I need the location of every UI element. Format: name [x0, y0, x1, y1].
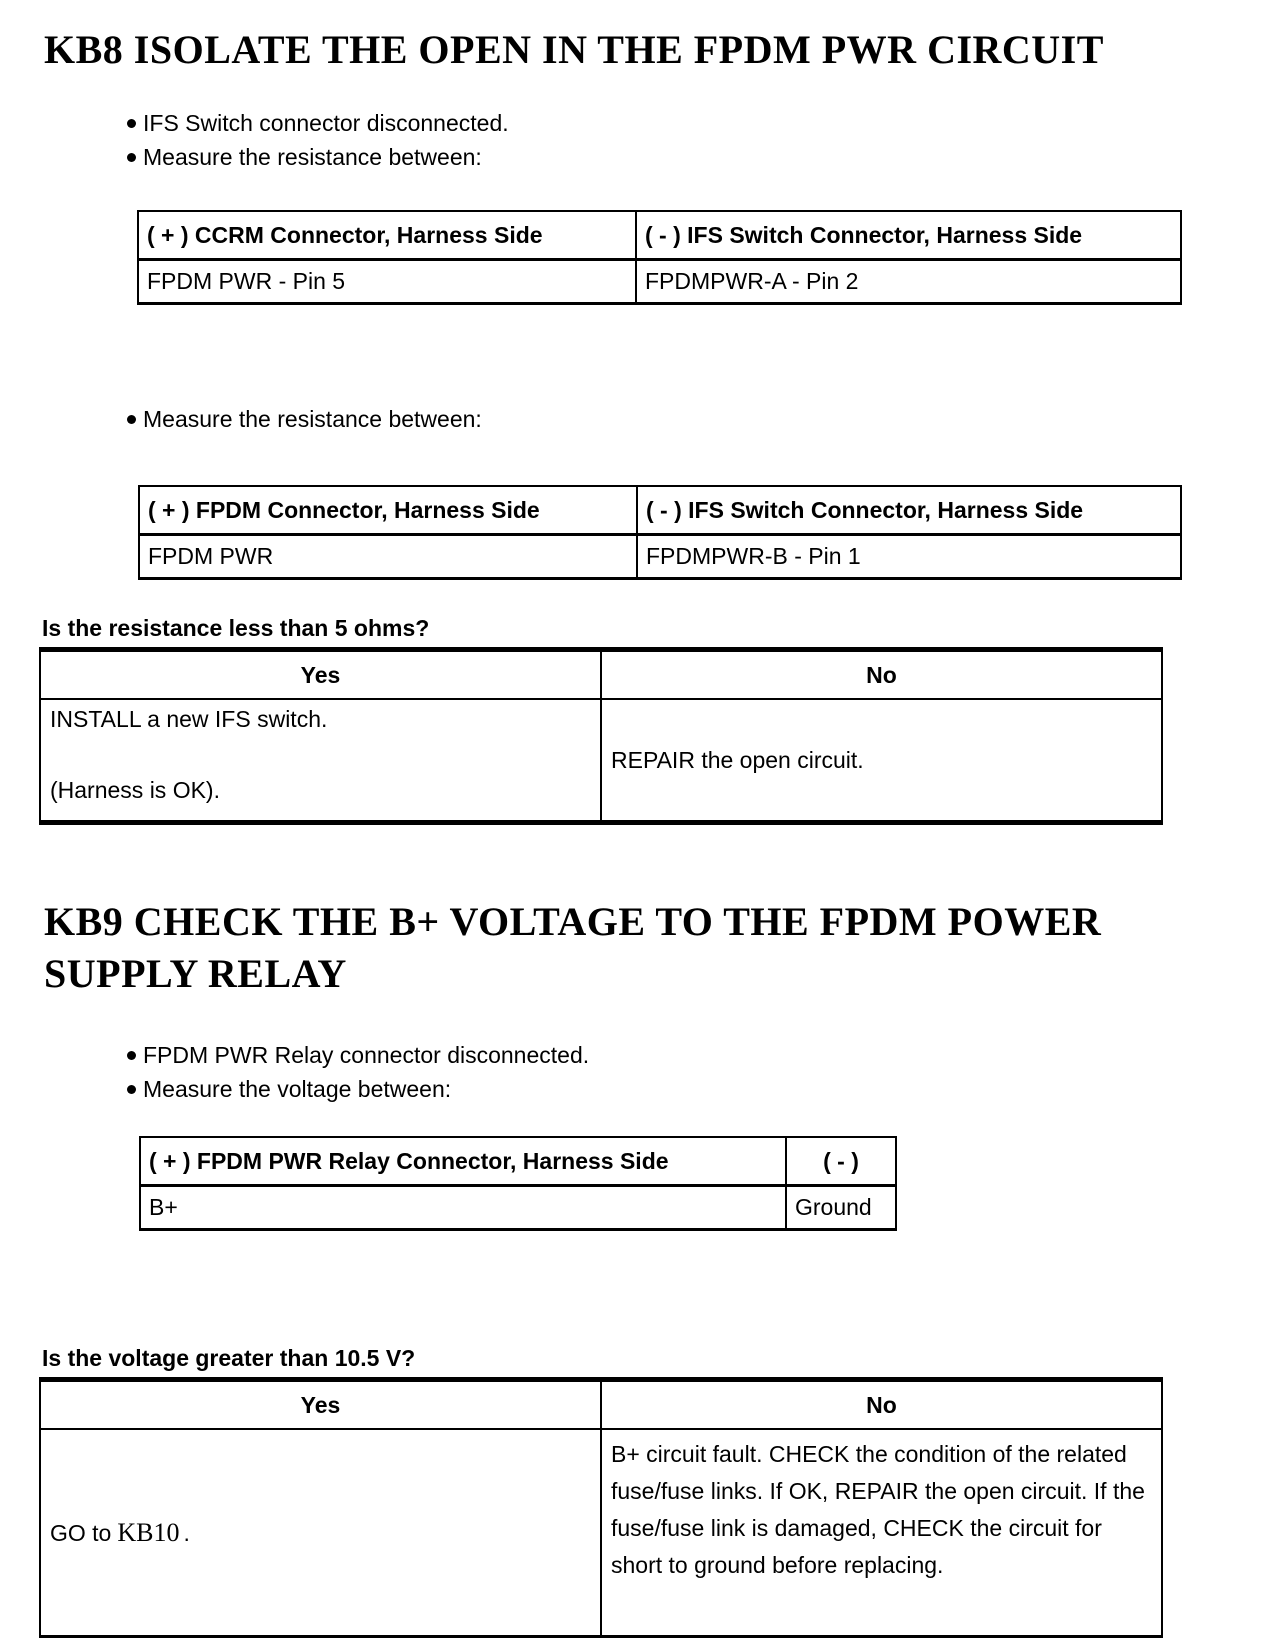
table-row — [139, 535, 1181, 579]
yes-column-header: Yes — [40, 650, 601, 700]
kb8-bullet-list-2 — [127, 402, 482, 436]
table-row — [138, 211, 1181, 260]
yes-action-cell — [40, 1429, 601, 1638]
column-header-positive: ( + ) CCRM Connector, Harness Side — [138, 211, 636, 260]
no-action-cell — [601, 1429, 1162, 1638]
table-row — [40, 1380, 1162, 1430]
cell-negative-pin: FPDMPWR-B - Pin 1 — [637, 535, 1181, 579]
table-row — [139, 486, 1181, 535]
kb8-resistance-table-1 — [137, 210, 1182, 305]
kb8-decision-table — [39, 647, 1163, 825]
kb9-section-title: KB9 CHECK THE B+ VOLTAGE TO THE FPDM POWER SUPPLY RELAY — [44, 899, 1102, 996]
column-header-negative: ( - ) — [786, 1137, 896, 1186]
bullet-text: Measure the resistance between: — [143, 144, 482, 170]
no-action-text: B+ circuit fault. CHECK the condition of the related fuse/fuse links. If OK, REPAIR the open circuit. If the fuse/fuse link is damaged, CHECK the circuit for short to ground before replacing. — [611, 1441, 1145, 1578]
kb10-link[interactable]: KB10 — [117, 1517, 180, 1547]
list-item — [127, 106, 509, 140]
bullet-text: Measure the resistance between: — [143, 406, 482, 432]
bullet-icon — [127, 153, 136, 162]
column-header-negative: ( - ) IFS Switch Connector, Harness Side — [636, 211, 1181, 260]
kb8-resistance-table-2 — [138, 485, 1182, 580]
cell-positive-pin: B+ — [140, 1186, 786, 1230]
kb9-decision-table — [39, 1377, 1163, 1638]
table-row — [138, 260, 1181, 304]
no-column-header: No — [601, 650, 1162, 700]
table-row — [140, 1186, 896, 1230]
column-header-positive: ( + ) FPDM Connector, Harness Side — [139, 486, 637, 535]
list-item — [127, 140, 509, 174]
list-item — [127, 402, 482, 436]
list-item — [127, 1072, 589, 1106]
kb8-section-title: KB8 ISOLATE THE OPEN IN THE FPDM PWR CIRCUIT — [44, 27, 1104, 72]
yes-action-cell — [40, 699, 601, 823]
yes-action-suffix: . — [183, 1519, 190, 1546]
table-row — [40, 1429, 1162, 1638]
bullet-icon — [127, 415, 136, 424]
bullet-icon — [127, 1085, 136, 1094]
no-action-cell — [601, 699, 1162, 823]
yes-action-text: INSTALL a new IFS switch. — [50, 706, 328, 732]
bullet-text: IFS Switch connector disconnected. — [143, 110, 509, 136]
cell-negative-pin: Ground — [786, 1186, 896, 1230]
cell-positive-pin: FPDM PWR - Pin 5 — [138, 260, 636, 304]
bullet-text: FPDM PWR Relay connector disconnected. — [143, 1042, 590, 1068]
cell-positive-pin: FPDM PWR — [139, 535, 637, 579]
column-header-positive: ( + ) FPDM PWR Relay Connector, Harness Side — [140, 1137, 786, 1186]
no-action-text: REPAIR the open circuit. — [611, 746, 864, 773]
column-header-negative: ( - ) IFS Switch Connector, Harness Side — [637, 486, 1181, 535]
list-item — [127, 1038, 589, 1072]
no-column-header: No — [601, 1380, 1162, 1430]
table-row — [40, 650, 1162, 700]
kb9-question: Is the voltage greater than 10.5 V? — [42, 1345, 416, 1371]
bullet-icon — [127, 119, 136, 128]
bullet-text: Measure the voltage between: — [143, 1076, 452, 1102]
bullet-icon — [127, 1051, 136, 1060]
table-row — [140, 1137, 896, 1186]
kb8-bullet-list — [127, 106, 509, 174]
table-row — [40, 699, 1162, 823]
yes-column-header: Yes — [40, 1380, 601, 1430]
yes-action-text: GO to — [50, 1519, 112, 1546]
yes-action-note: (Harness is OK). — [50, 777, 220, 803]
kb8-question: Is the resistance less than 5 ohms? — [42, 615, 430, 641]
cell-negative-pin: FPDMPWR-A - Pin 2 — [636, 260, 1181, 304]
kb9-bullet-list — [127, 1038, 589, 1106]
kb9-voltage-table — [139, 1136, 897, 1231]
